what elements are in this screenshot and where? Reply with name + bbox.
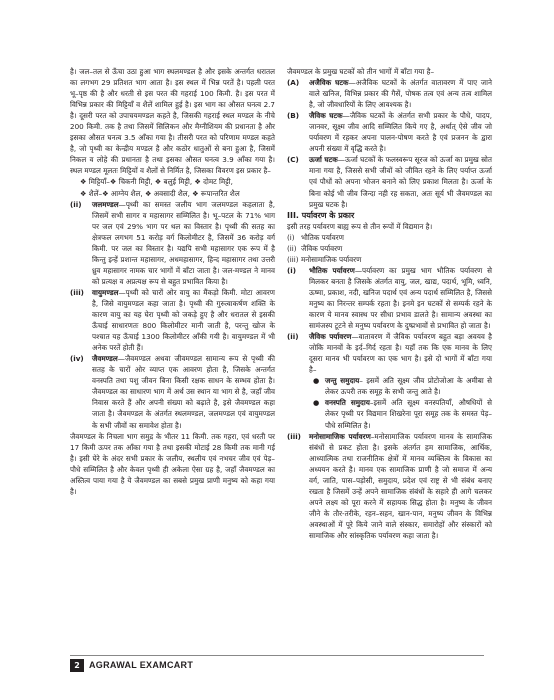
item-text: —वातावरण में जैविक पर्यावरण बहुत बड़ा अवयव है जोकि मानवों के इर्द–गिर्द रहता है। यहाँ तक कि एक मानव के लिए दूसरा मानव भी पर्यावरण का एक भाग है। इसे दो भागों में बाँटा गया है– bbox=[309, 332, 492, 375]
item-label: (ii) bbox=[287, 332, 299, 342]
type-label: (iii) bbox=[287, 254, 299, 264]
item-text: —ऊर्जा घटकों के फलस्वरूप सूरज को ऊर्जा का प्रमुख स्रोत माना गया है, जिससे सभी जीवों को जीवित रहने के लिए पर्याप्त ऊर्जा एवं पौधों को अपना भोजन बनाने को लिए प्रकाश मिलता है। ऊर्जा के बिना कोई भी जीव जिन्दा नही रह सकता, अतः सूर्य भी जैवमण्डल का प्रमुख घटक है। bbox=[309, 155, 492, 209]
bullet-icon: ● bbox=[313, 376, 320, 386]
item-heading: ऊर्जा घटक bbox=[309, 155, 338, 165]
item-label: (A) bbox=[287, 78, 300, 88]
type-text: मनोसामाजिक पर्यावरण bbox=[301, 254, 362, 264]
item-heading: अजैविक घटक bbox=[309, 78, 349, 88]
soil-list: ❖ मिट्टियाँ–❖ चिकनी मिट्टी, ❖ बलुई मिट्टी, ❖ दोमट मिट्टी, bbox=[80, 177, 233, 187]
item-abiotic bbox=[287, 77, 492, 110]
item-label: (C) bbox=[287, 155, 299, 165]
item-heading: जैविक पर्यावरण bbox=[309, 332, 352, 342]
item-biological-environment bbox=[287, 331, 492, 375]
item-physical-environment bbox=[287, 265, 492, 331]
type-list-item bbox=[287, 232, 492, 243]
bullet-text: – इसमें अति सूक्ष्म जीव प्रोटोजोआ के अमीबा से लेकर ऊपरी तक समूह के सभी जन्तु आते है। bbox=[325, 376, 492, 397]
item-psychosocial-environment bbox=[287, 431, 492, 541]
section-title: पर्यावरण के प्रकार bbox=[301, 210, 355, 220]
item-text: –मनोसामाजिक पर्यावरण मानव के सामाजिक संबंधों से प्रकट होता है। इसके अंतर्गत हम सामाजिक, आर्थिक, आध्यात्मिक तथा राजनीतिक क्षेत्रों में मानव व्यक्तित्व के विकास का अध्ययन करते है। मानव एक सामाजिक प्राणी है जो समाज में अन्य वर्ग, जाति, पास–पड़ोसी, समुदाय, प्रदेश एवं राष्ट्र से भी संबंध बनाए रखता है जिसमें उन्हें अपने सामाजिक संबंधों के सहारे ही आगे चलकर अपने लक्ष्य को पूरा करने में सहायक सिद्ध होता है। मनुष्य के जीवन जीने के तौर-तरीके, रहन–सहन, खान-पान, मनुष्य जीवन के विभिन्न अवस्थाओं में पूरे किये जाने वाले संस्कार, समारोहों और संस्कारों को सामाजिक और सांस्कृतिक पर्यावरण कहा जाता है। bbox=[309, 431, 492, 540]
type-text: भौतिक पर्यावरण bbox=[301, 232, 344, 242]
left-column bbox=[70, 66, 275, 497]
right-column bbox=[287, 66, 492, 541]
item-text: —अजैविक घटकों के अंतर्गत वातावरण में पाए जाने वाले खनिज, विभिन्न प्रकार की गैसें, पोषक तत्व एवं अन्य तत्व शामिल है, जो जीवधारियों के लिए आवश्यक है। bbox=[309, 78, 492, 110]
bullet-icon: ● bbox=[313, 398, 320, 408]
type-text: जैविक पर्यावरण bbox=[301, 243, 343, 253]
item-hydrosphere bbox=[70, 199, 275, 287]
bullet-text: –इसमें अति सूक्ष्म वनस्पतियाँ, औषधियों से लेकर पृथ्वी पर विद्यमान शिखरेना पूरा समूह तक के समस्त पेड़–पौधे सम्मिलित है। bbox=[325, 398, 492, 430]
type-list-item bbox=[287, 254, 492, 265]
bullet-animal-community bbox=[287, 375, 492, 397]
paragraph-lithosphere: है। जल–तल से ऊँचा उठा हुआ भाग स्थलमण्डल है और इसके अन्तर्गत धरातल का लगभग 29 प्रतिशत भाग आता है। इस स्थल में भिन्न परतें है। पहली परत भू–पृष्ठ की है और धरती से इस परत की गहराई 100 किमी. है। इस परत में विभिन्न प्रकार की मिट्टियाँ व शैलें शामिल हुई है। इस भाग का औसत घनत्व 2.7 है। दूसरी परत को उपाचयमण्डल कहते है, जिसकी गहराई स्थल मण्डल के नीचे 200 किमी. तक है तथा जिसमें सिलिकन और मैग्नीशियम की प्रधानता है और इसका औसत घनत्व 3.5 आँका गया है। तीसरी परत को परिणाम मण्डल कहते है, जो पृथ्वी का केन्द्रीय मण्डल है और कठोर धातुओं से बना हुआ है, जिसमें निकल व लोहे की प्रधानता है तथा इसका औसत घनत्व 3.9 आँका गया है। स्थल मण्डल मूलतः मिट्टियों व शैलों से निर्मित है, जिसका विवरण इस प्रकार है– bbox=[70, 67, 275, 176]
section-number: III. bbox=[287, 210, 299, 220]
item-text: —जैवमण्डल अथवा जीवमण्डल सामान्य रूप से पृथ्वी की सतह के चारों ओर व्याप्त एक आवरण होता है, जिसके अन्तर्गत वनस्पति तथा पशु जीवन बिना किसी रक्षक साधन के सम्भव होता है। जैवमण्डल का साधारण भाग में अर्थ उस स्थान या भाग से है, जहाँ जीव निवास करते हैं और अपनी संख्या को बढ़ाते है, इसे जैवमण्डल कहा जाता है। जैवमण्डल के अंतर्गत स्थलमण्डल, जलमण्डल एवं वायुमण्डल के सभी जीवों का समावेश होता है। bbox=[92, 354, 275, 430]
item-text: —पर्यावरण का प्रमुख भाग भौतिक पर्यावरण से मिलकर बनता है जिसके अंतर्गत वायु, जल, खाद्य, पदार्थ, भूमि, ध्वनि, ऊष्मा, प्रकाश, नदी, खनिज पदार्थ एवं अन्य पदार्थ सम्मिलित है, जिससे मनुष्य का निरन्तर सम्पर्क रहता है। इनमे इन घटकों से सम्पर्क रहने के कारण ये मानव स्वास्थ पर सीधा प्रभाव डालते है। सामान्य अवस्था का सामंजस्य टूटने से मनुष्य पर्यावरण के दुष्प्रभावों से प्रभावित हो जाता है। bbox=[309, 265, 492, 331]
page-number: 2 bbox=[70, 659, 84, 672]
bullet-heading: जन्तु समुदाय bbox=[325, 376, 360, 386]
item-heading: जलमण्डल bbox=[92, 199, 119, 209]
item-heading: भौतिक पर्यावरण bbox=[309, 265, 355, 275]
item-label: (iii) bbox=[287, 431, 301, 441]
item-heading: जैवमण्डल bbox=[92, 354, 118, 364]
item-label: (B) bbox=[287, 111, 300, 121]
item-biosphere bbox=[70, 353, 275, 430]
page-footer bbox=[70, 655, 484, 672]
paragraph-components-intro: जैवमण्डल के प्रमुख घटकों को तीन भागों में बाँटा गया है– bbox=[287, 67, 435, 76]
section-intro: इसी तरह पर्यावरण बाह्य रूप से तीन रूपों में विद्यमान है। bbox=[287, 221, 433, 231]
item-label: (iii) bbox=[70, 287, 84, 297]
type-list-item bbox=[287, 243, 492, 254]
type-label: (ii) bbox=[287, 243, 297, 253]
item-heading: जैविक घटक bbox=[309, 111, 343, 121]
paragraph-biosphere-extent: जैवमण्डल के निचला भाग समुद्र के भीतर 11 किमी. तक गहरा, एवं धरती पर 17 किमी ऊपर तक आँका गया है तथा इसकी मोटाई 28 किमी तक मानी गई है। इसी घेरे के अंदर सभी प्रकार के जलीय, स्थलीय एवं नभचर जीव एवं पेड़–पौधे सम्मिलित है और केवल पृथ्वी ही अकेला ऐसा ग्रह है, जहाँ जैवमण्डल का अस्तित्व पाया गया है ये जैवमण्डल का सबसे प्रमुख प्राणी मनुष्य को कहा गया है। bbox=[70, 431, 275, 496]
item-heading: वायुमण्डल bbox=[92, 287, 119, 297]
item-energy bbox=[287, 154, 492, 209]
type-label: (i) bbox=[287, 232, 295, 242]
bullet-heading: वनस्पति समुदाय bbox=[325, 398, 370, 408]
bullet-plant-community bbox=[287, 397, 492, 430]
item-label: (iv) bbox=[70, 354, 84, 364]
item-text: —पृथ्वी का समस्त जलीय भाग जलमण्डल कहलाता है, जिसमें सभी सागर व महासागर सम्मिलित है। भू–पटल के 71% भाग पर जल एवं 29% भाग पर थल का विस्तार है। पृथ्वी की सतह का क्षेत्रफल लगभग 51 करोड़ वर्ग किलोमीटर है, जिसमें 36 करोड़ वर्ग किमी. पर जल का विस्तार है। यद्यपि सभी महासागर एक रूप में है किन्तु इन्हें प्रशान्त महासागर, अधमहासागर, हिन्द महासागर तथा उत्तरी ध्रुव महासागर नामक चार भागों में बाँटा जाता है। जल-मण्डल ने मानव को प्रत्यक्ष व अप्रत्यक्ष रूप से बहुत प्रभावित किया है। bbox=[92, 199, 275, 286]
section-heading bbox=[287, 210, 492, 221]
item-label: (ii) bbox=[70, 199, 82, 209]
item-atmosphere bbox=[70, 287, 275, 353]
item-label: (i) bbox=[287, 265, 297, 275]
item-text: —पृथ्वी को चारों ओर वायु का मैंकड़ो किमी. मोटा आवरण है, जिसे वायुमण्डल कहा जाता है। पृथ्वी की गुरुत्वाकर्षण शक्ति के कारण वायु का यह घेरा पृथ्वी को जकड़े हुए है और धरातल से इसकी ऊँचाई साधारणतः 800 किलोमीटर मानी जाती है, परन्तु खोज के पश्चात यह ऊँचाई 1300 किलोमीटर आँकी गयी है। वायुमण्डल में भी अनेक परतें होती हैं। bbox=[92, 287, 275, 353]
item-biotic bbox=[287, 110, 492, 154]
item-heading: मनोसामाजिक पर्यावरण bbox=[309, 431, 371, 441]
item-text: —जैविक घटकों के अंतर्गत सभी प्रकार के पौधे, पादप, जानवर, सूक्ष्म जीव आदि सम्मिलित किये गए है, अर्थात् ऐसे जीव जो पर्यावरण में रहकर अपना पालन-पोषण करते है एवं प्रजनन के द्वारा अपनी संख्या में वृद्धि करते है। bbox=[309, 111, 492, 154]
rock-list: ❖ शैलें–❖ आग्नेय शैल, ❖ अवसादी शैल, ❖ रूपान्तरित शैल bbox=[80, 188, 240, 198]
publisher-brand: AGRAWAL EXAMCART bbox=[89, 660, 194, 670]
